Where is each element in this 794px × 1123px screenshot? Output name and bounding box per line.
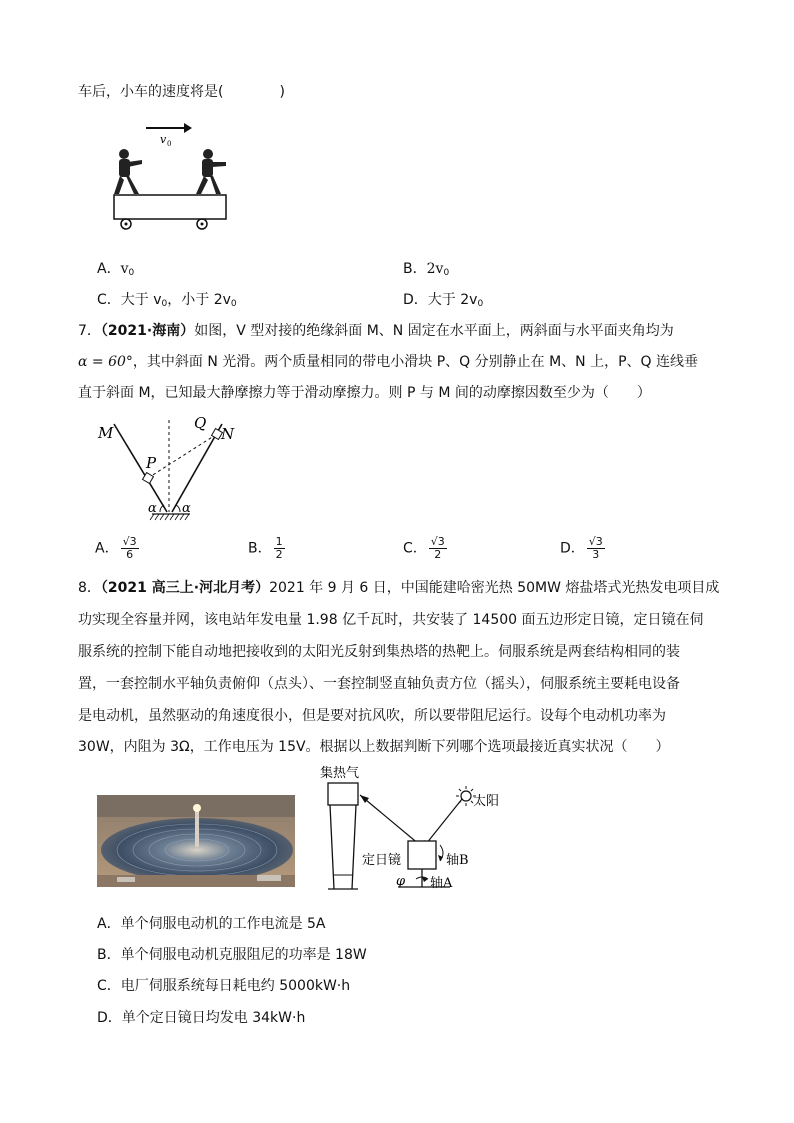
q6-option-c[interactable]: C．大于 $v_0$，小于 $2v_0$ [97,292,237,309]
q6-stem-tail [78,82,285,102]
q6-v-label: v [160,133,167,146]
q7-label-alpha-right: α [182,501,191,516]
q8-option-a[interactable]: A．单个伺服电动机的工作电流是 5A [97,916,326,932]
axis-b-label: 轴B [446,853,469,868]
q8-number: 8． [78,580,101,596]
q8-option-c[interactable]: C．电厂伺服系统每日耗电约 5000kW·h [97,978,351,994]
cart-body [114,195,226,219]
q7-stem-line3: 直于斜面 M，已知最大静摩擦力等于滑动摩擦力。则 P 与 M 间的动摩擦因数至少为（ ） [78,385,651,401]
q7-incline-figure [92,412,252,528]
q6-option-d[interactable]: D．大于 $2v_0$ [403,292,484,309]
q6-stem-text: 车后，小车的速度将是( [78,84,224,100]
q7-option-c[interactable]: C． $\frac{√3}{2}$ [403,535,445,561]
phi-label: φ [396,874,406,889]
q6-option-a[interactable]: A．$v_0$ [97,261,135,278]
q8-stem-line3: 服系统的控制下能自动地把接收到的太阳光反射到集热塔的热靶上。伺服系统是两套结构相同的装 [78,644,680,660]
q7-option-b[interactable]: B． $\frac{1}{2}$ [248,535,283,561]
q7-label-p: P [146,454,157,472]
q7-label-m: M [98,424,114,442]
q8-stem-line2: 功实现全容量并网，该电站年发电量 1.98 亿千瓦时，共安装了 14500 面五边形定日镜，定日镜在伺 [78,612,704,628]
q8-stem-line4: 置，一套控制水平轴负责俯仰（点头）、一套控制竖直轴负责方位（摇头），伺服系统主要耗电设备 [78,676,680,692]
q6-cart-figure [108,118,238,238]
q7-number: 7． [78,323,101,339]
q7-alpha-equation: α = 60° [78,354,133,370]
q8-stem-line1: 8．（2021 高三上·河北月考）2021 年 9 月 6 日，中国能建哈密光热 50MW 熔盐塔式光热发电项目成 [78,580,720,596]
solar-plant-photo [97,795,295,887]
sun-label: 太阳 [473,794,500,809]
sun-icon [461,791,471,801]
q7-option-d[interactable]: D． $\frac{√3}{3}$ [560,535,603,561]
tower-label: 集热气 [320,766,360,781]
q6-stem-paren: ) [279,84,285,100]
q7-stem-line1: 7．（2021·海南）如图，V 型对接的绝缘斜面 M、N 固定在水平面上，两斜面与水平面夹角均为 [78,323,674,339]
q8-stem-line6: 30W，内阻为 3Ω，工作电压为 15V。根据以上数据判断下列哪个选项最接近真实状况（ ） [78,739,670,755]
q8-option-b[interactable]: B．单个伺服电动机克服阻尼的功率是 18W [97,947,367,963]
heliostat-label: 定日镜 [362,853,402,868]
q6-v-sub: 0 [167,140,172,148]
right-person-silhouette [196,149,226,194]
q8-stem-line5: 是电动机，虽然驱动的角速度很小，但是要对抗风吹，所以要带阻尼运行。设每个电动机功率为 [78,708,666,724]
heliostat-diagram [316,763,516,901]
q8-source: （2021 高三上·河北月考） [100,580,270,596]
q7-source: （2021·海南） [100,323,195,339]
q7-label-q: Q [194,414,207,432]
q7-stem-line2: α = 60°，其中斜面 N 光滑。两个质量相同的带电小滑块 P、Q 分别静止在 M、N 上，P、Q 连线垂 [78,354,699,370]
q7-label-n: N [221,425,235,443]
axis-a-label: 轴A [430,876,453,891]
q7-option-a[interactable]: A． $\frac{√3}{6}$ [95,535,137,561]
left-person-silhouette [114,149,142,194]
q6-option-b[interactable]: B．$2v_0$ [403,261,450,278]
q8-option-d[interactable]: D．单个定日镜日均发电 34kW·h [97,1010,306,1026]
q7-label-alpha-left: α [148,501,157,516]
